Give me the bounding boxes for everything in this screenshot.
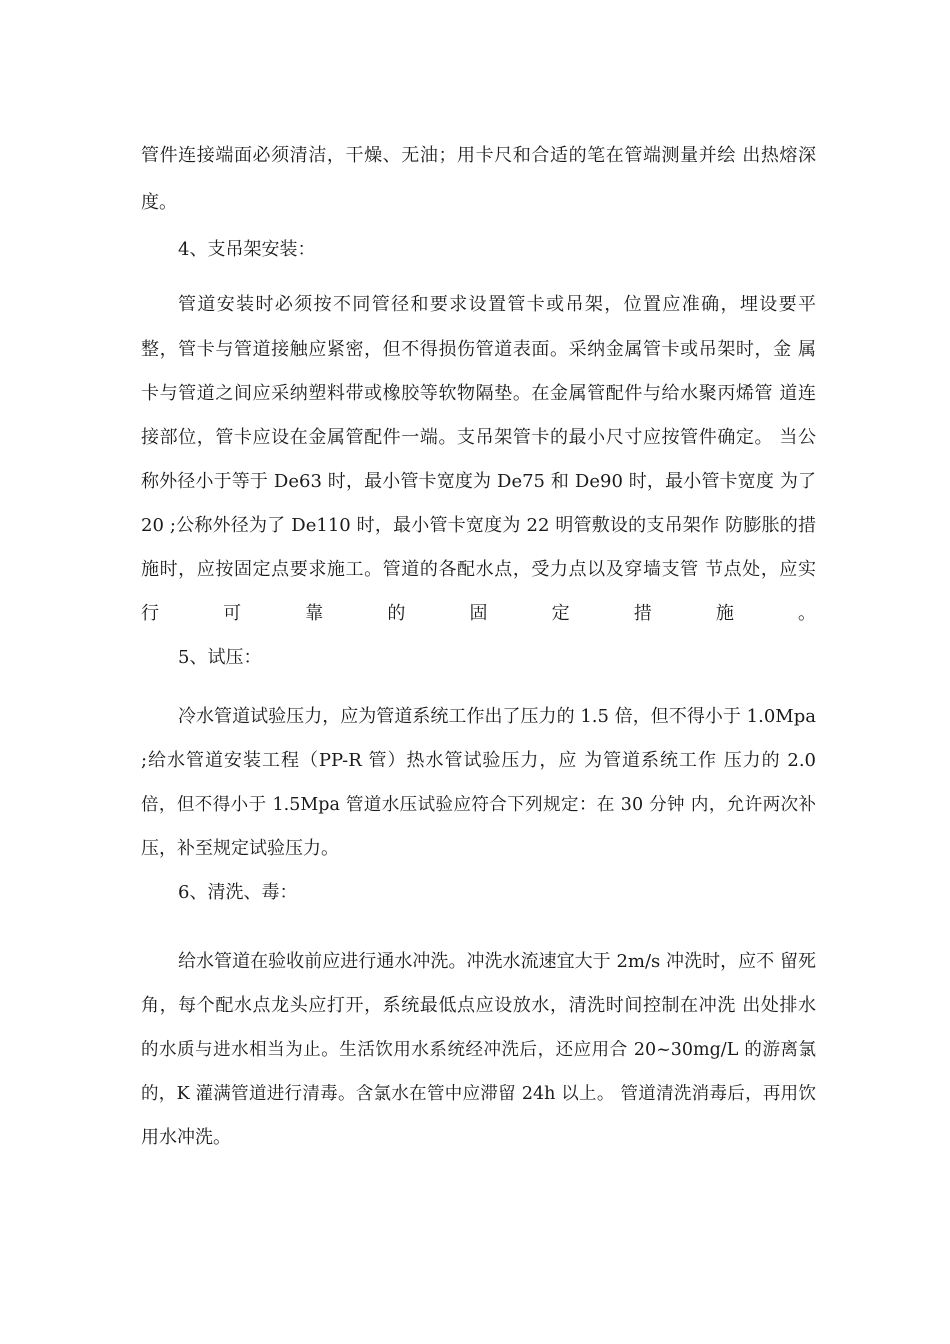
text-line: 管道安装时必须按不同管径和要求设置管卡或吊架，位置应准确，埋设要平 <box>178 294 816 315</box>
text-line: 角，每个配水点龙头应打开，系统最低点应设放水，清洗时间控制在冲洗 出处排水 <box>141 995 816 1016</box>
text-line: 用水冲洗。 <box>141 1127 231 1148</box>
text-line: 卡与管道之间应采纳塑料带或橡胶等软物隔垫。在金属管配件与给水聚丙烯管 道连 <box>141 383 816 404</box>
text-line: 管件连接端面必须清洁，干燥、无油；用卡尺和合适的笔在管端测量并绘 出热熔深 <box>141 145 816 166</box>
text-line: 20 ;公称外径为了 De110 时，最小管卡宽度为 22 明管敷设的支吊架作 防膨胀的措 <box>141 515 816 536</box>
text-line: 冷水管道试验压力，应为管道系统工作出了压力的 1.5 倍，但不得小于 1.0Mpa <box>178 706 816 727</box>
section-heading: 6、清洗、毒： <box>178 882 298 903</box>
text-line: 施时，应按固定点要求施工。管道的各配水点，受力点以及穿墙支管 节点处，应实 <box>141 559 816 580</box>
text-line: 的水质与进水相当为止。生活饮用水系统经冲洗后，还应用合 20~30mg/L 的游离氯 <box>141 1040 816 1060</box>
text-line: 接部位，管卡应设在金属管配件一端。支吊架管卡的最小尺寸应按管件确定。 当公 <box>141 427 816 448</box>
text-line: 整，管卡与管道接触应紧密，但不得损伤管道表面。采纳金属管卡或吊架时，金 属 <box>141 339 816 360</box>
text-line: 的，K 灌满管道进行清毒。含氯水在管中应滞留 24h 以上。 管道清洗消毒后，再用饮 <box>141 1084 816 1104</box>
text-line: 给水管道在验收前应进行通水冲洗。冲洗水流速宜大于 2m/s 冲洗时，应不 留死 <box>178 951 816 972</box>
text-line: 度。 <box>141 192 177 213</box>
text-line: 称外径小于等于 De63 时，最小管卡宽度为 De75 和 De90 时，最小管卡宽度 为了 <box>141 471 816 492</box>
text-line: 倍，但不得小于 1.5Mpa 管道水压试验应符合下列规定：在 30 分钟 内，允许两次补 <box>141 795 816 815</box>
text-line: 压，补至规定试验压力。 <box>141 838 339 859</box>
text-line: 行可靠的固定措施。 <box>141 603 816 624</box>
section-heading: 5、试压： <box>178 647 262 668</box>
section-heading: 4、支吊架安装： <box>178 239 316 260</box>
text-line: ;给水管道安装工程（PP-R 管）热水管试验压力，应 为管道系统工作 压力的 2.0 <box>141 750 816 771</box>
